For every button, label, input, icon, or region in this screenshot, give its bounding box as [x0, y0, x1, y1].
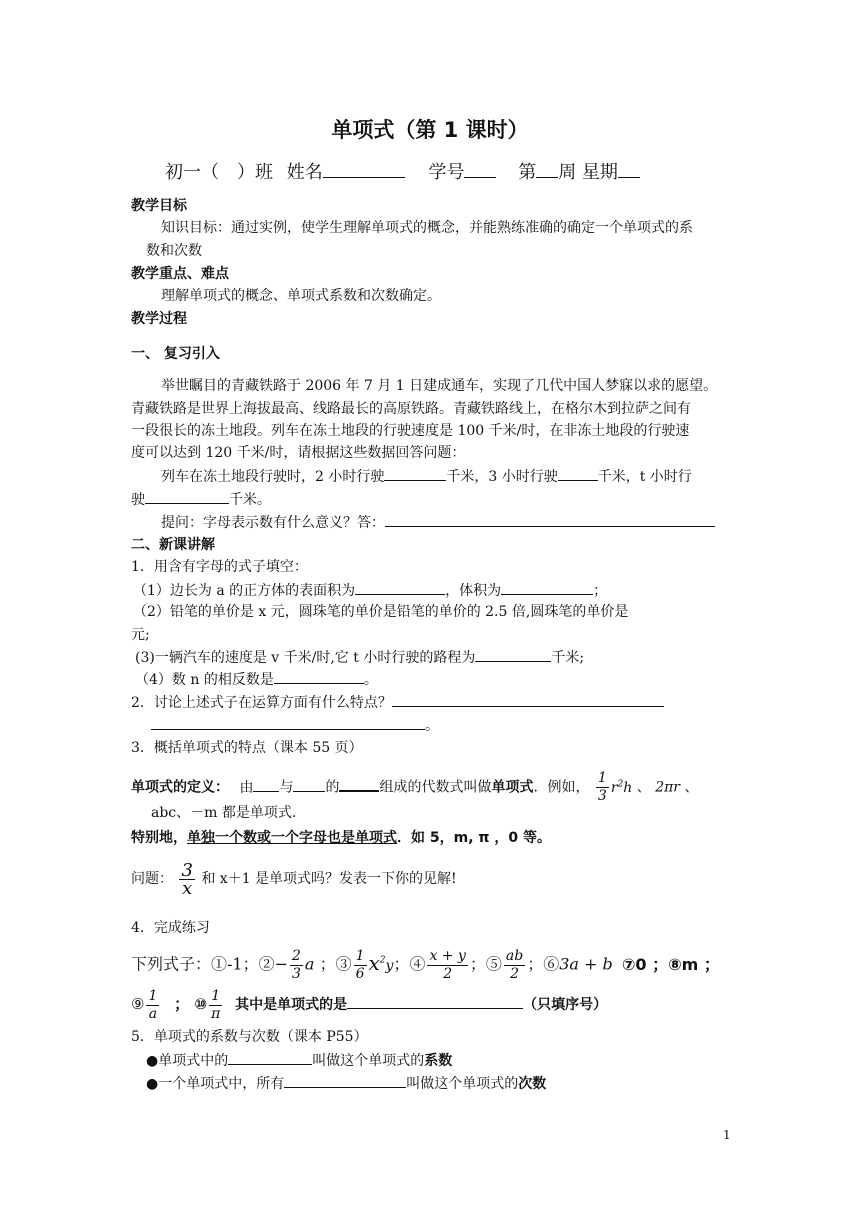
section1-para-4: 度可以达到 120 千米/时，请根据这些数据回答问题：: [131, 445, 466, 461]
def-text-a: 由: [239, 779, 254, 796]
goals-text-2: 数和次数: [146, 243, 202, 259]
ask-text: 提问：字母表示数有什么意义？答：: [161, 515, 385, 531]
ex-text-j: （只填序号）: [523, 997, 608, 1013]
sub4-line: [135, 669, 378, 690]
math-x2y: $x^2y$: [368, 950, 394, 975]
sub3-text-a: (3)一辆汽车的速度是 v 千米/时,它 t 小时行驶的路程为: [135, 650, 476, 666]
key-points-text: 理解单项式的概念、单项式系数和次数确定。: [161, 288, 441, 304]
section2-heading: 二、新课讲解: [131, 537, 215, 553]
def-blank-1[interactable]: [253, 777, 279, 792]
b1-text-a: ●单项式中的: [146, 1053, 229, 1069]
question-line: [131, 858, 457, 900]
item5-text: 5．单项式的系数与次数（课本 P55）: [131, 1029, 368, 1045]
math-r2h: $r^2h$: [610, 779, 633, 796]
math-2pi-r: 2πr: [655, 779, 681, 796]
special-text-c: ．如 5，m, π ，0 等。: [397, 830, 551, 846]
key-points-heading: 教学重点、难点: [131, 266, 229, 282]
q1-text-d: 驶: [131, 492, 145, 508]
b2-blank[interactable]: [284, 1073, 406, 1088]
sub1-text-c: ；: [593, 583, 608, 599]
number-blank[interactable]: [464, 161, 496, 178]
section1-question-line-2: [131, 489, 271, 510]
def-text-d: 组成的代数式叫做: [379, 779, 492, 796]
grade-class-label: 初一（ ）班: [165, 162, 273, 183]
b2-text-c: 次数: [518, 1076, 547, 1092]
special-text-b: 单独一个数或一个字母也是单项式: [187, 830, 397, 846]
ex-answer-blank[interactable]: [347, 994, 523, 1009]
def-text-h: abc、－m 都是单项式.: [151, 805, 297, 821]
math-3a-plus-b: 3a + b: [559, 954, 613, 974]
item2-line: [131, 692, 664, 713]
section1-ask-line: [161, 512, 715, 533]
sub2-line-1: （2）铅笔的单价是 x 元，圆珠笔的单价是铅笔的单价的 2.5 倍,圆珠笔的单价是: [133, 604, 629, 620]
ex-text-a: 下列式子：①-1；②: [131, 954, 275, 974]
b1-blank[interactable]: [228, 1050, 312, 1065]
process-heading: 教学过程: [131, 311, 187, 327]
b1-text-c: 系数: [424, 1053, 453, 1069]
item2-blank-1[interactable]: [392, 692, 664, 707]
section1-para-1: 举世瞩目的青藏铁路于 2006 年 7 月 1 日建成通车，实现了几代中国人梦寐以求的愿望。: [161, 378, 718, 394]
item3-text: 3．概括单项式的特点（课本 55 页）: [131, 740, 363, 756]
q1-text-c: 千米，t 小时行: [597, 469, 692, 485]
item2-end: 。: [425, 718, 439, 734]
section1-question-line-1: [161, 466, 692, 487]
number-label: 学号: [428, 162, 465, 183]
bullet-degree: [146, 1073, 546, 1094]
sub3-text-b: 千米;: [551, 650, 585, 666]
sub1-text-a: （1）边长为 a 的正方体的表面积为: [133, 583, 356, 599]
special-text-a: 特别地，: [131, 830, 187, 846]
ex-text-d: ；⑤: [469, 954, 502, 974]
definition-line: [131, 766, 698, 806]
definition-label: 单项式的定义：: [131, 779, 229, 796]
def-blank-2[interactable]: [293, 777, 325, 792]
week-label-b: 周 星期: [558, 162, 618, 183]
fraction-1-over-a: $\frac{1}{a}$: [148, 987, 158, 1022]
math-minus: −: [274, 954, 288, 974]
ex-text-f: ⑦0 ；⑧m ；: [621, 954, 720, 974]
fraction-one-third: $\frac{1}{3}$: [597, 770, 607, 805]
special-line: [131, 828, 551, 848]
fraction-two-thirds: $\frac{2}{3}$: [292, 947, 301, 982]
sub3-line: [135, 647, 584, 668]
page-title: 单项式（第 1 课时）: [331, 118, 529, 142]
def-text-g: 、: [684, 779, 699, 796]
weekday-blank[interactable]: [618, 161, 640, 178]
ex-text-h: ； ⑩: [174, 995, 208, 1013]
goals-heading: 教学目标: [131, 198, 187, 214]
sub2-line-2: 元;: [131, 627, 150, 643]
page-number: 1: [723, 1128, 731, 1142]
sub1-text-b: ，体积为: [445, 583, 502, 599]
bullet-coefficient: [146, 1050, 452, 1071]
ask-answer-blank[interactable]: [385, 512, 715, 527]
fraction-ab-over-2: $\frac{ab}{2}$: [505, 947, 524, 982]
item2-line-2: [151, 715, 439, 736]
def-term: 单项式: [491, 779, 534, 796]
sub4-blank[interactable]: [274, 669, 364, 684]
fraction-one-sixth: $\frac{1}{6}$: [355, 947, 365, 982]
fraction-x-plus-y-over-2: $\frac{x + y}{2}$: [429, 947, 466, 982]
item2-text: 2．讨论上述式子在运算方面有什么特点？: [131, 695, 392, 711]
ex-text-e: ；⑥: [527, 954, 560, 974]
sub4-text-b: 。: [363, 672, 378, 688]
sub1-blank-2[interactable]: [501, 580, 593, 595]
student-info-line: [165, 158, 640, 184]
exercise-line-1: [131, 940, 720, 986]
week-blank[interactable]: [536, 161, 558, 178]
q1-blank-3[interactable]: [145, 489, 229, 504]
fraction-3-over-x: $\frac{3}{x}$: [181, 859, 193, 899]
sub1-line: [133, 580, 607, 601]
question-text-b: 和 x＋1 是单项式吗？发表一下你的见解!: [201, 871, 457, 887]
section1-heading: 一、 复习引入: [131, 346, 220, 362]
q1-text-b: 千米，3 小时行驶: [446, 469, 558, 485]
b2-text-a: ●一个单项式中，所有: [146, 1076, 285, 1092]
sub1-blank-1[interactable]: [355, 580, 445, 595]
section1-para-3: 一段很长的冻土地段。列车在冻土地段的行驶速度是 100 千米/时，在非冻土地段的行驶速: [131, 423, 690, 439]
sub4-text-a: （4）数 n 的相反数是: [135, 672, 274, 688]
sub3-blank[interactable]: [475, 647, 551, 662]
q1-blank-1[interactable]: [384, 466, 446, 481]
goals-text-1: 知识目标：通过实例，使学生理解单项式的概念，并能熟练准确的确定一个单项式的系: [161, 220, 693, 236]
week-label-a: 第: [518, 162, 537, 183]
question-text-a: 问题：: [131, 871, 173, 887]
fraction-1-over-pi: $\frac{1}{\pi}$: [211, 987, 221, 1022]
item4-text: 4．完成练习: [131, 920, 210, 936]
def-text-c: 的: [325, 779, 340, 796]
name-label: 姓名: [286, 162, 323, 183]
b2-text-b: 叫做这个单项式的: [406, 1076, 519, 1092]
q1-text-a: 列车在冻土地段行驶时，2 小时行驶: [161, 469, 385, 485]
ex-text-c: ；④: [393, 954, 426, 974]
ex-text-b: ；③: [319, 954, 352, 974]
exercise-line-2: [131, 984, 607, 1025]
section1-para-2: 青藏铁路是世界上海拔最高、线路最长的高原铁路。青藏铁路线上，在格尔木到拉萨之间有: [131, 401, 691, 417]
name-blank[interactable]: [323, 161, 405, 178]
item2-blank-2[interactable]: [151, 715, 425, 730]
math-a: a: [304, 954, 315, 974]
def-blank-3[interactable]: [339, 776, 379, 792]
ex-text-g: ⑨: [131, 995, 145, 1013]
def-text-f: 、: [636, 779, 651, 796]
b1-text-b: 叫做这个单项式的: [312, 1053, 425, 1069]
q1-blank-2[interactable]: [558, 466, 598, 481]
ex-text-i: 其中是单项式的是: [235, 997, 348, 1013]
q1-text-e: 千米。: [229, 492, 271, 508]
def-text-b: 与: [279, 779, 294, 796]
item1-text: 1．用含有字母的式子填空：: [131, 559, 308, 575]
def-text-e: ．例如，: [533, 779, 590, 796]
